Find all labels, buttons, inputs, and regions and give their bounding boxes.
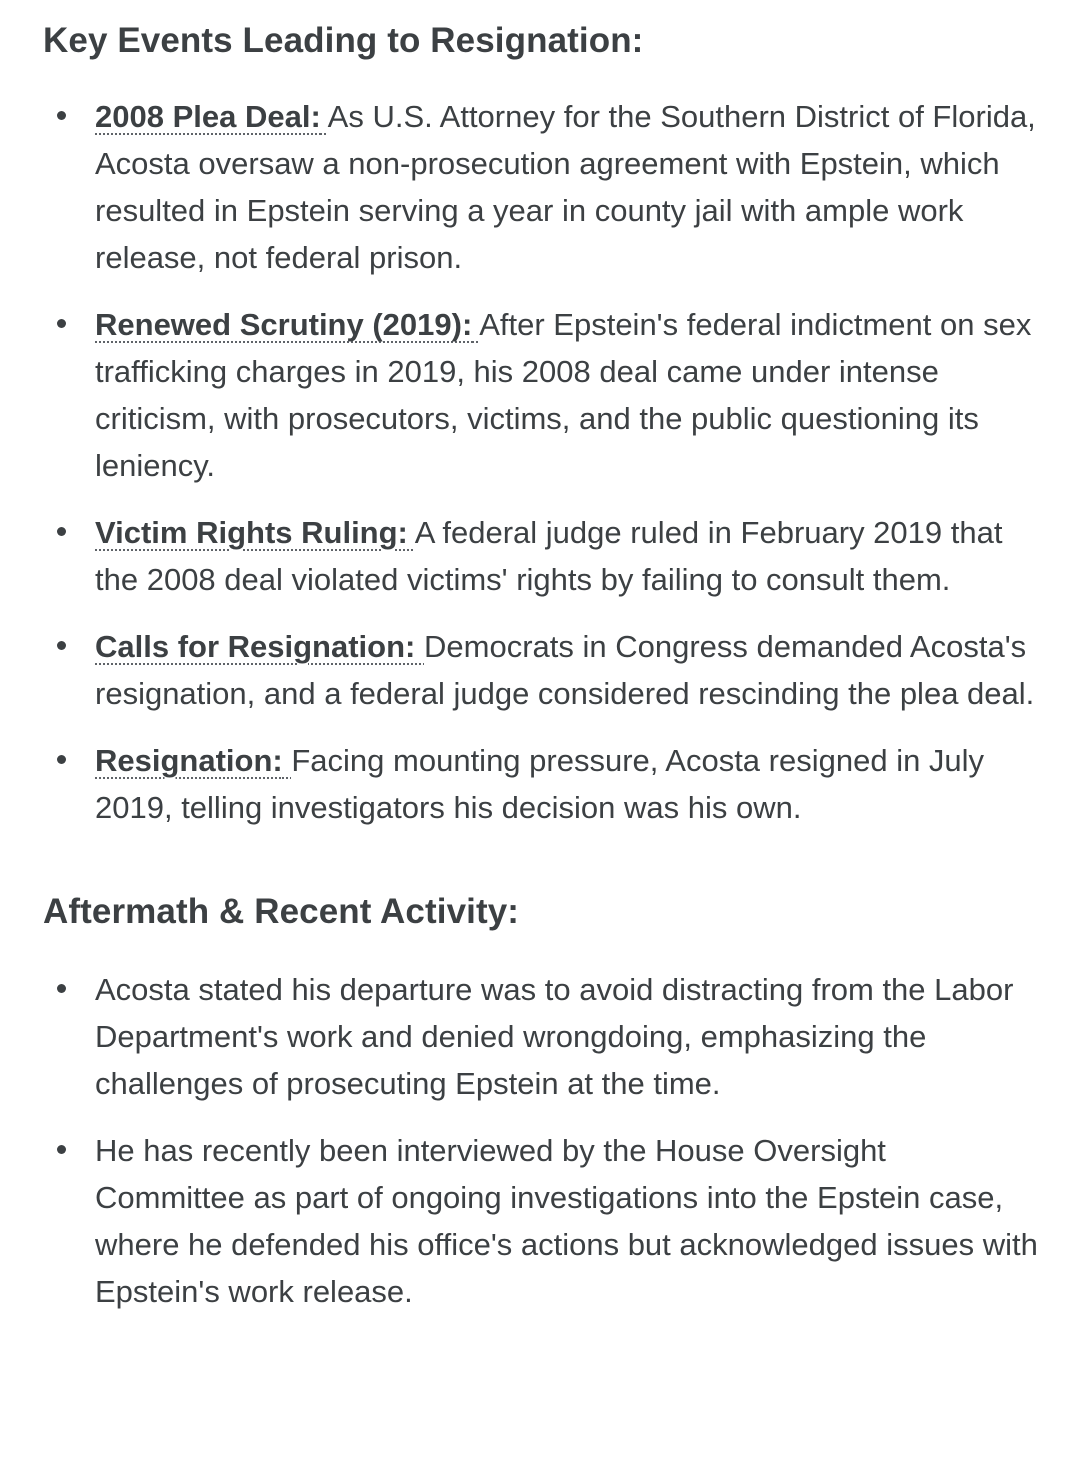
bullet-icon	[57, 755, 66, 764]
key-events-list	[43, 93, 1040, 831]
list-item-text: Democrats in Congress demanded Acosta's resignation, and a federal judge considered rescinding the plea deal.	[95, 629, 1035, 711]
list-item	[43, 737, 1040, 831]
list-item	[43, 623, 1040, 717]
bullet-icon	[57, 527, 66, 536]
list-item	[43, 93, 1040, 281]
term-link-calls-for-resignation[interactable]: Calls for Resignation:	[95, 629, 416, 664]
bullet-icon	[57, 111, 66, 120]
aftermath-list	[43, 966, 1040, 1315]
list-item	[43, 966, 1040, 1107]
bullet-icon	[57, 984, 66, 993]
list-item	[43, 301, 1040, 489]
term-link-resignation[interactable]: Resignation:	[95, 743, 283, 778]
bullet-icon	[57, 1145, 66, 1154]
list-item-text: He has recently been interviewed by the House Oversight Committee as part of ongoing investigations into the Epstein case, where he defended his office's actions but acknowledged issues with Epstein's work release.	[95, 1133, 1038, 1309]
list-item-text: A federal judge ruled in February 2019 that the 2008 deal violated victims' rights by failing to consult them.	[95, 515, 1003, 597]
term-link-victim-rights-ruling[interactable]: Victim Rights Ruling:	[95, 515, 408, 550]
section-heading-aftermath: Aftermath & Recent Activity:	[43, 892, 520, 931]
list-item-text: As U.S. Attorney for the Southern District of Florida, Acosta oversaw a non-prosecution agreement with Epstein, which resulted in Epstein serving a year in county jail with ample work release, not federal prison.	[95, 99, 1036, 275]
list-item-text: After Epstein's federal indictment on sex trafficking charges in 2019, his 2008 deal came under intense criticism, with prosecutors, victims, and the public questioning its leniency.	[95, 307, 1032, 483]
bullet-icon	[57, 641, 66, 650]
list-item-text: Acosta stated his departure was to avoid distracting from the Labor Department's work and denied wrongdoing, emphasizing the challenges of prosecuting Epstein at the time.	[95, 972, 1014, 1101]
term-link-renewed-scrutiny[interactable]: Renewed Scrutiny (2019):	[95, 307, 473, 342]
term-link-plea-deal[interactable]: 2008 Plea Deal:	[95, 99, 321, 134]
section-heading-key-events: Key Events Leading to Resignation:	[43, 21, 644, 60]
list-item	[43, 1127, 1040, 1315]
bullet-icon	[57, 319, 66, 328]
list-item-text: Facing mounting pressure, Acosta resigned in July 2019, telling investigators his decision was his own.	[95, 743, 985, 825]
list-item	[43, 509, 1040, 603]
